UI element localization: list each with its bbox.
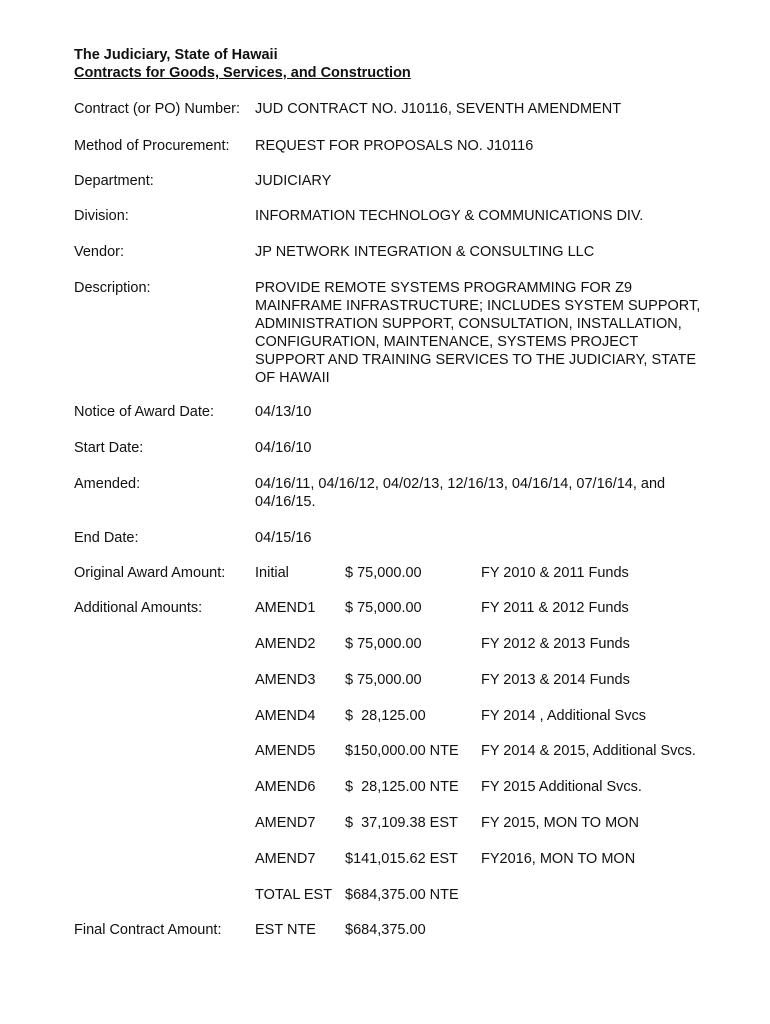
amount-value: $ 28,125.00: [345, 708, 426, 724]
final-amount-label: Final Contract Amount:: [74, 922, 222, 938]
vendor-label: Vendor:: [74, 244, 124, 260]
department-value: JUDICIARY: [255, 173, 332, 189]
amount-funds: FY 2015, MON TO MON: [481, 815, 639, 831]
department-label: Department:: [74, 173, 154, 189]
end-date-value: 04/15/16: [255, 530, 312, 546]
document-subtitle: Contracts for Goods, Services, and Construction: [74, 65, 411, 81]
description-value: PROVIDE REMOTE SYSTEMS PROGRAMMING FOR Z9 MAINFRAME INFRASTRUCTURE; INCLUDES SYSTEM SUPPORT, ADMINISTRATION SUPPORT, CONSULTATION, INSTALLATION, CONFIGURATION, MAINTENANCE, SYSTEMS PROJECT SUPPORT AND TRAINING SERVICES TO THE JUDICIARY, STATE OF HAWAII: [255, 280, 701, 386]
amended-value: 04/16/11, 04/16/12, 04/02/13, 12/16/13, 04/16/14, 07/16/14, and 04/16/15.: [255, 476, 666, 510]
division-value: INFORMATION TECHNOLOGY & COMMUNICATIONS DIV.: [255, 208, 644, 224]
amount-funds: FY 2011 & 2012 Funds: [481, 600, 629, 616]
original-award-type: Initial: [255, 565, 289, 581]
final-amount-type: EST NTE: [255, 922, 316, 938]
amount-type: AMEND7: [255, 815, 316, 831]
amount-value: $ 75,000.00: [345, 636, 422, 652]
amount-type: AMEND7: [255, 851, 316, 867]
amount-type: AMEND5: [255, 743, 316, 759]
start-date-value: 04/16/10: [255, 440, 312, 456]
amount-value: $ 75,000.00: [345, 672, 422, 688]
amount-type: AMEND2: [255, 636, 316, 652]
contract-number-label: Contract (or PO) Number:: [74, 101, 240, 117]
original-award-amount: $ 75,000.00: [345, 565, 422, 581]
amount-type: AMEND3: [255, 672, 316, 688]
end-date-label: End Date:: [74, 530, 139, 546]
amount-value: $141,015.62 EST: [345, 851, 458, 867]
amount-value: $ 28,125.00 NTE: [345, 779, 459, 795]
amount-type: AMEND4: [255, 708, 316, 724]
amount-value: $ 75,000.00: [345, 600, 422, 616]
total-type: TOTAL EST: [255, 887, 333, 903]
document-title: The Judiciary, State of Hawaii: [74, 47, 278, 63]
amount-funds: FY 2015 Additional Svcs.: [481, 779, 642, 795]
amount-value: $ 37,109.38 EST: [345, 815, 458, 831]
original-award-label: Original Award Amount:: [74, 565, 226, 581]
additional-amounts-label: Additional Amounts:: [74, 600, 203, 616]
amount-funds: FY 2013 & 2014 Funds: [481, 672, 630, 688]
division-label: Division:: [74, 208, 129, 224]
amount-type: AMEND6: [255, 779, 316, 795]
start-date-label: Start Date:: [74, 440, 144, 456]
amount-value: $150,000.00 NTE: [345, 743, 459, 759]
original-award-funds: FY 2010 & 2011 Funds: [481, 565, 629, 581]
notice-date-label: Notice of Award Date:: [74, 404, 214, 420]
contract-number-value: JUD CONTRACT NO. J10116, SEVENTH AMENDMENT: [255, 101, 622, 117]
amount-funds: FY 2012 & 2013 Funds: [481, 636, 630, 652]
amended-label: Amended:: [74, 476, 141, 492]
final-amount-value: $684,375.00: [345, 922, 426, 938]
amount-funds: FY 2014 & 2015, Additional Svcs.: [481, 743, 696, 759]
description-label: Description:: [74, 280, 151, 296]
total-amount: $684,375.00 NTE: [345, 887, 459, 903]
notice-date-value: 04/13/10: [255, 404, 312, 420]
vendor-value: JP NETWORK INTEGRATION & CONSULTING LLC: [255, 244, 595, 260]
amount-funds: FY2016, MON TO MON: [481, 851, 636, 867]
procurement-label: Method of Procurement:: [74, 138, 230, 154]
amount-funds: FY 2014 , Additional Svcs: [481, 708, 646, 724]
procurement-value: REQUEST FOR PROPOSALS NO. J10116: [255, 138, 534, 154]
amount-type: AMEND1: [255, 600, 316, 616]
